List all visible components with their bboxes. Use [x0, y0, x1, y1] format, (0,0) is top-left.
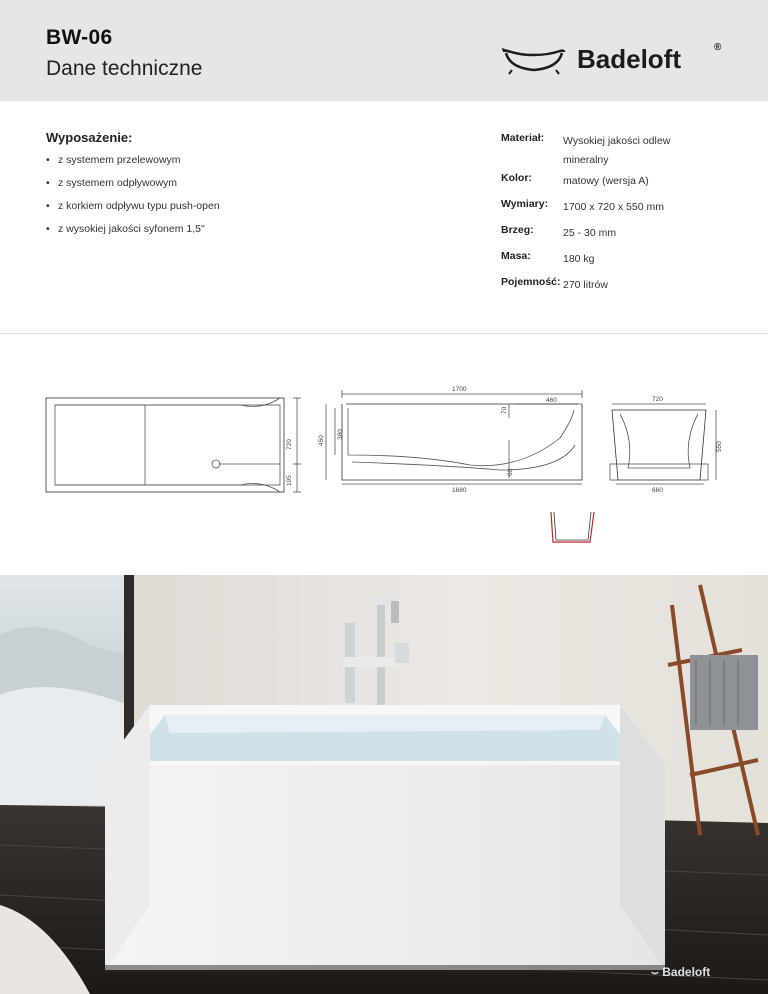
spec-value: matowy (wersja A)	[563, 175, 649, 187]
brand-name: Badeloft	[577, 44, 681, 74]
end-view-drawing	[610, 404, 716, 484]
top-view-drawing	[46, 398, 301, 492]
equipment-item: • z systemem odpływowym	[46, 173, 220, 196]
registered-mark: ®	[714, 42, 722, 53]
dim-label: 380	[337, 429, 344, 440]
dim-label: 1700	[452, 386, 467, 393]
spec-label: Materiał:	[501, 132, 545, 144]
dim-label: 660	[652, 487, 663, 494]
header-band	[0, 0, 768, 101]
page-subtitle: Dane techniczne	[46, 57, 203, 80]
section-detail-drawing	[551, 512, 594, 542]
model-title: BW-06	[46, 26, 113, 49]
spec-value: 180 kg	[563, 253, 595, 265]
spec-value: 1700 x 720 x 550 mm	[563, 201, 664, 213]
spec-value: 270 litrów	[563, 279, 608, 291]
footer-brand-name: Badeloft	[662, 965, 711, 979]
dim-label: 195	[286, 475, 293, 486]
footer-brand-logo	[651, 965, 710, 980]
dim-label: 720	[652, 396, 663, 403]
equipment-list	[46, 150, 220, 242]
bathroom-scene-image	[0, 575, 768, 994]
equipment-item: • z korkiem odpływu typu push-open	[46, 196, 220, 219]
spec-label: Kolor:	[501, 172, 532, 184]
dim-label: 70	[501, 406, 508, 414]
spec-label: Wymiary:	[501, 198, 549, 210]
product-photo	[0, 575, 768, 994]
spec-value: 25 - 30 mm	[563, 227, 617, 239]
side-view-drawing	[326, 390, 582, 484]
dim-label: 720	[286, 439, 293, 450]
dim-label: 550	[716, 441, 723, 452]
equipment-item: • z systemem przelewowym	[46, 150, 220, 173]
equipment-item: • z wysokiej jakości syfonem 1,5"	[46, 219, 220, 242]
spec-label: Masa:	[501, 250, 531, 262]
spec-label: Brzeg:	[501, 224, 534, 236]
dim-label: 1680	[452, 487, 467, 494]
dim-label: 450	[318, 435, 325, 446]
spec-value: Wysokiej jakości odlew mineralny	[563, 135, 671, 166]
dim-label: 60	[507, 468, 514, 476]
technical-drawings	[0, 380, 768, 550]
bathtub-logo-icon: ⌣	[651, 965, 663, 979]
equipment-title: Wyposażenie:	[46, 130, 133, 145]
spec-label: Pojemność:	[501, 276, 561, 288]
bathtub-logo-icon	[500, 44, 570, 76]
section-divider	[0, 333, 768, 334]
dim-label: 460	[546, 397, 557, 404]
brand-logo	[500, 40, 730, 80]
